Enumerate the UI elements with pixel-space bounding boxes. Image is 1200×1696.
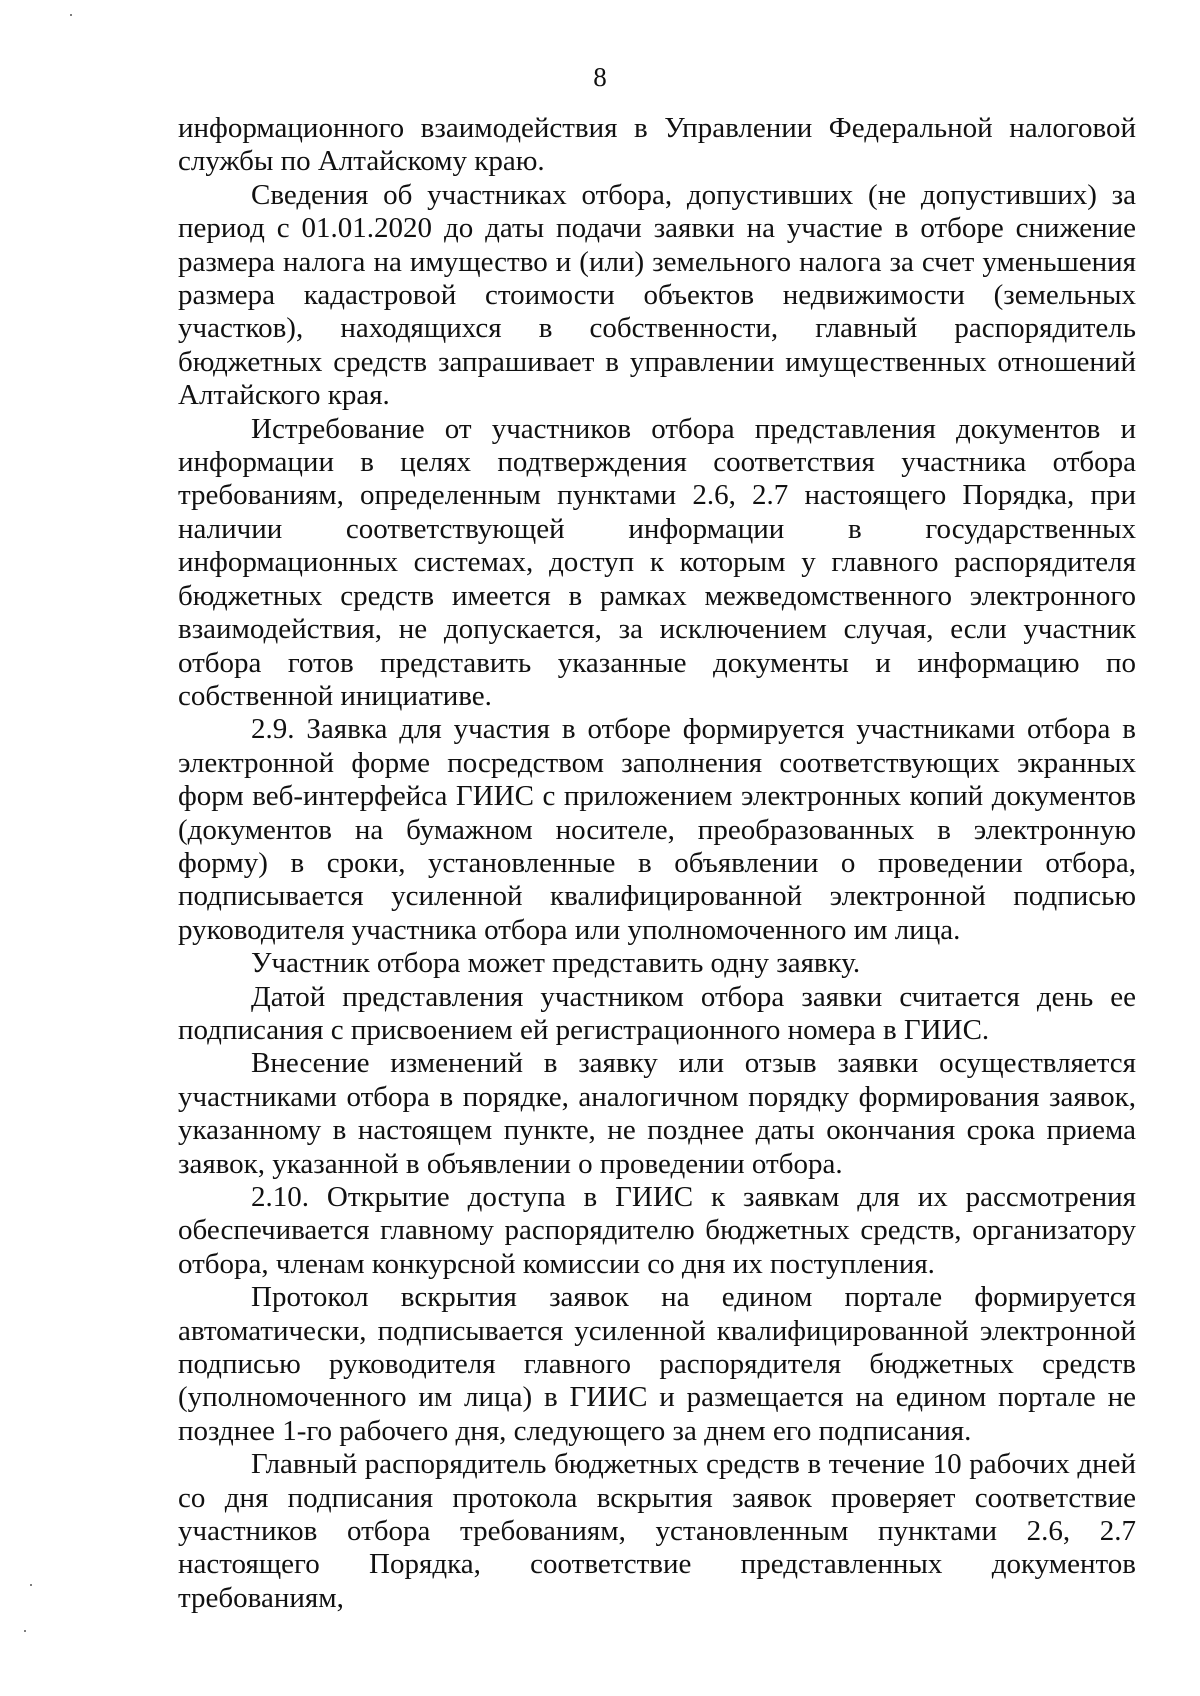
paragraph-continuation: информационного взаимодействия в Управлении Федеральной налоговой службы по Алтайскому краю. (178, 112, 1136, 178)
scan-speck (70, 14, 72, 16)
paragraph-opening-protocol: Протокол вскрытия заявок на едином портале формируется автоматически, подписывается усиленной квалифицированной электронной подписью руководителя главного распорядителя бюджетных средств (уполномоченного им лица) в ГИИС и размещается на едином портале не позднее 1-го рабочего дня, следующего за днем его подписания. (178, 1281, 1136, 1447)
paragraph-one-application: Участник отбора может представить одну заявку. (251, 947, 861, 980)
scan-speck (30, 1584, 32, 1586)
paragraph-amendments: Внесение изменений в заявку или отзыв заявки осуществляется участниками отбора в порядке, аналогичном порядку формирования заявок, указанному в настоящем пункте, не позднее даты окончания срока приема заявок, указанной в объявлении о проведении отбора. (178, 1047, 1136, 1180)
scan-speck (24, 1630, 26, 1632)
paragraph-clause-2-10: 2.10. Открытие доступа в ГИИС к заявкам для их рассмотрения обеспечивается главному распорядителю бюджетных средств, организатору отбора, членам конкурсной комиссии со дня их поступления. (178, 1181, 1136, 1280)
paragraph-submission-date: Датой представления участником отбора заявки считается день ее подписания с присвоением ей регистрационного номера в ГИИС. (178, 980, 1136, 1046)
paragraph-clause-2-9: 2.9. Заявка для участия в отборе формируется участниками отбора в электронной форме посредством заполнения соответствующих экранных форм веб-интерфейса ГИИС с приложением электронных копий документов (документов на бумажном носителе, преобразованных в электронную форму) в сроки, установленные в объявлении о проведении отбора, подписывается усиленной квалифицированной электронной подписью руководителя участника отбора или уполномоченного им лица. (178, 713, 1136, 946)
page-number: 8 (593, 62, 607, 92)
paragraph-verification: Главный распорядитель бюджетных средств в течение 10 рабочих дней со дня подписания протокола вскрытия заявок проверяет соответствие участников отбора требованиям, установленным пунктами 2.6, 2.7 настоящего Порядка, соответствие представленных документов требованиям, (178, 1448, 1136, 1614)
paragraph-document-request: Истребование от участников отбора представления документов и информации в целях подтверждения соответствия участника отбора требованиям, определенным пунктами 2.6, 2.7 настоящего Порядка, при наличии соответствующей информации в государственных информационных системах, доступ к которым у главного распорядителя бюджетных средств имеется в рамках межведомственного электронного взаимодействия, не допускается, за исключением случая, если участник отбора готов представить указанные документы и информацию по собственной инициативе. (178, 412, 1136, 712)
paragraph-participants-info: Сведения об участниках отбора, допустивших (не допустивших) за период с 01.01.2020 до даты подачи заявки на участие в отборе снижение размера налога на имущество и (или) земельного налога за счет уменьшения размера кадастровой стоимости объектов недвижимости (земельных участков), находящихся в собственности, главный распорядитель бюджетных средств запрашивает в управлении имущественных отношений Алтайского края. (178, 178, 1136, 412)
document-body (178, 112, 1136, 1615)
